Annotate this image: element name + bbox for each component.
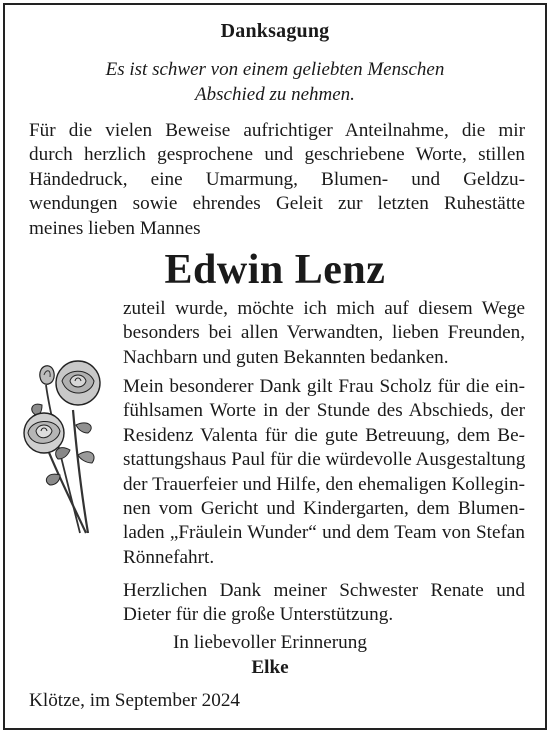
paragraph-line: Nachbarn und guten Bekannten bedanken. <box>123 346 449 368</box>
roses-illustration-icon <box>18 355 118 535</box>
intro-line: durch herzlich gesprochene und geschriebene Worte, stillen <box>29 144 525 166</box>
paragraph-line: der Trauerfeier und Hilfe, den ehemaligen Kollegin- <box>123 473 525 495</box>
notice-heading: Danksagung <box>220 20 330 42</box>
paragraph-line: Residenz Valenta für die gute Betreuung, dem Be- <box>123 424 525 446</box>
closing-phrase: In liebevoller Erinnerung <box>173 632 367 653</box>
paragraph-line: Herzlichen Dank meiner Schwester Renate und <box>123 580 525 601</box>
intro-line: meines lieben Mannes <box>29 217 201 239</box>
place-date: Klötze, im September 2024 <box>29 690 241 711</box>
paragraph-thanks <box>123 297 525 370</box>
motto <box>0 57 550 107</box>
paragraph-line: stattungshaus Paul für die würdevolle Ausgestaltung <box>123 449 526 471</box>
paragraph-line: zuteil wurde, möchte ich mich auf diesem Wege <box>123 298 525 319</box>
paragraph-line: nen vom Gericht und Kindergarten, dem Blumen- <box>123 498 525 520</box>
paragraph-line: Mein besonderer Dank gilt Frau Scholz für die ein- <box>123 376 525 397</box>
motto-line: Es ist schwer von einem geliebten Menschen <box>105 59 445 80</box>
paragraph-line: Dieter für die große Unterstützung. <box>123 604 394 626</box>
intro-paragraph <box>29 119 525 241</box>
paragraph-line: laden „Fräulein Wunder“ und dem Team von Stefan <box>123 522 525 544</box>
paragraph-line: Rönnefahrt. <box>123 546 215 568</box>
paragraph-special-thanks <box>123 375 525 570</box>
paragraph-family-thanks <box>123 579 525 628</box>
deceased-name: Edwin Lenz <box>164 247 386 293</box>
intro-line: Händedruck, eine Umarmung, Blumen- und Geldzu- <box>29 168 525 190</box>
paragraph-line: fühlsamen Worte in der Stunde des Abschieds, der <box>123 400 525 422</box>
intro-line: Für die vielen Beweise aufrichtiger Anteilnahme, die mir <box>29 120 525 141</box>
paragraph-line: besonders bei allen Verwandten, lieben Freunden, <box>123 322 525 344</box>
intro-line: wendungen sowie ehrendes Geleit zur letzten Ruhestätte <box>29 193 525 215</box>
motto-line: Abschied zu nehmen. <box>195 84 355 105</box>
signature: Elke <box>251 657 289 678</box>
